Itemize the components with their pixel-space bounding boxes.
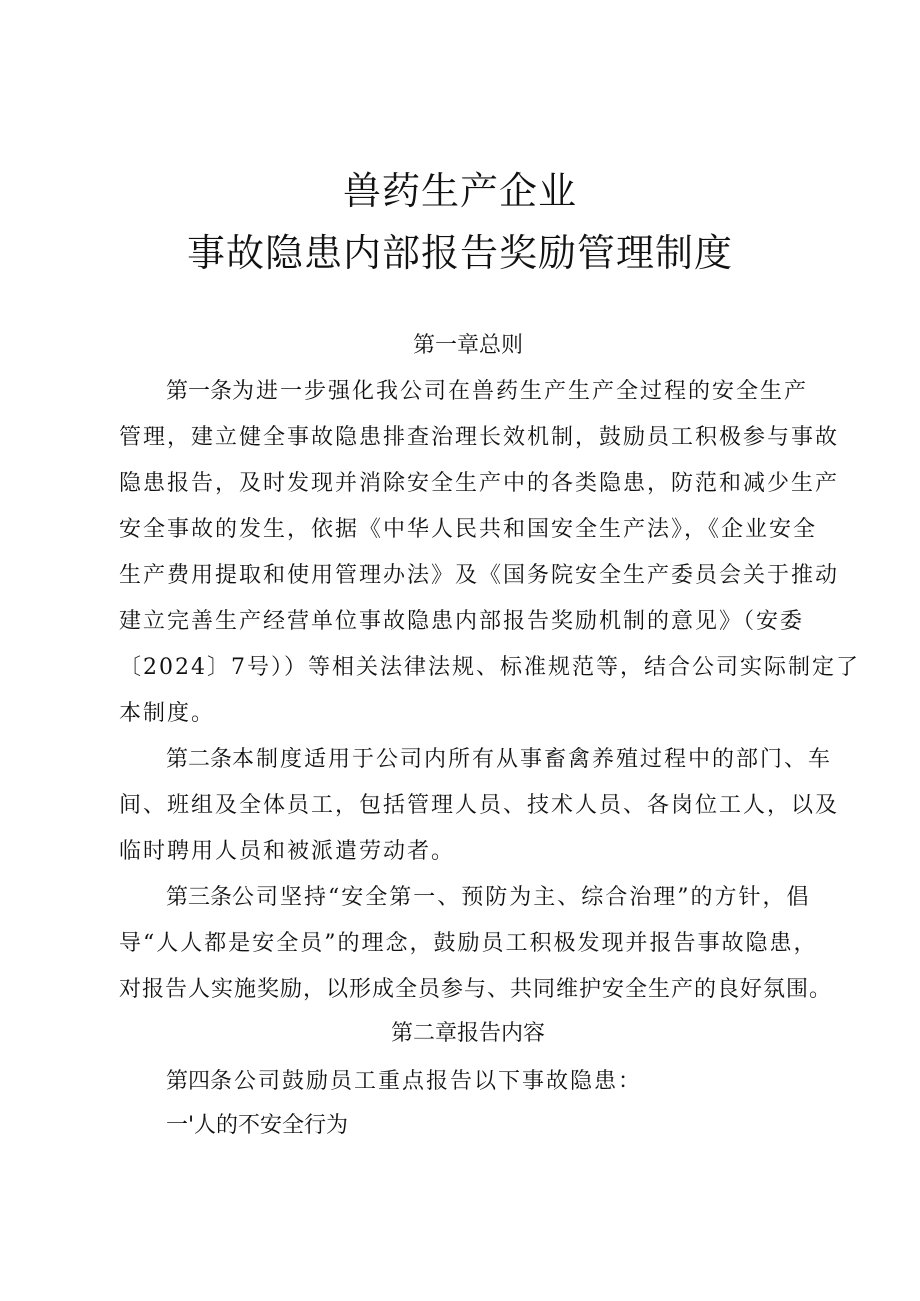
article-3-line: 对报告人实施奖励，以形成全员参与、共同维护安全生产的良好氛围。 <box>119 977 833 1002</box>
article-2-label: 第二条 <box>166 747 233 772</box>
article-2-first-line <box>166 742 833 773</box>
article-1-line: 管理，建立健全事故隐患排查治理长效机制，鼓励员工积极参与事故 <box>119 425 840 450</box>
article-2-line-text: 本制度适用于公司内所有从事畜禽养殖过程中的部门、车 <box>232 747 833 772</box>
article-3-label: 第三条 <box>166 885 233 910</box>
chapter-1-heading: 第一章总则 <box>412 333 523 358</box>
article-1-line: 〔2024〕7号））等相关法律法规、标准规范等，结合公司实际制定了 <box>119 655 860 680</box>
article-4-text: 条公司鼓励员工重点报告以下事故隐患： <box>210 1069 643 1094</box>
article-3-line: 导“人人都是安全员”的理念，鼓励员工积极发现并报告事故隐患， <box>119 931 818 956</box>
article-3-first-line <box>166 880 811 911</box>
document-title-line-2: 事故隐患内部报告奖励管理制度 <box>186 231 733 275</box>
article-2-line: 间、班组及全体员工，包括管理人员、技术人员、各岗位工人，以及 <box>119 793 840 818</box>
chapter-2-heading: 第二章报告内容 <box>390 1021 545 1046</box>
article-1-line: 安全事故的发生，依据《中华人民共和国安全生产法》，《企业安全 <box>119 517 818 542</box>
article-1-label: 第一条 <box>166 379 233 404</box>
article-2-line: 临时聘用人员和被派遣劳动者。 <box>119 839 456 864</box>
article-1-line: 本制度。 <box>119 701 216 726</box>
article-1-line: 隐患报告，及时发现并消除安全生产中的各类隐患，防范和减少生产 <box>119 471 840 496</box>
article-1-line: 生产费用提取和使用管理办法》及《国务院安全生产委员会关于推动 <box>119 563 840 588</box>
article-1-line: 建立完善生产经营单位事故隐患内部报告奖励机制的意见》（安委 <box>119 609 805 634</box>
document-title-line-1: 兽药生产企业 <box>342 169 577 213</box>
article-4-line <box>166 1064 642 1095</box>
article-3-line-text: 公司坚持“安全第一、预防为主、综合治理”的方针，倡 <box>232 885 811 910</box>
article-1-line-text: 为进一步强化我公司在兽药生产生产全过程的安全生产 <box>232 379 809 404</box>
article-4-label: 第四 <box>166 1069 211 1094</box>
section-1-heading: 一'人的不安全行为 <box>166 1113 349 1138</box>
article-1-first-line <box>166 374 809 405</box>
